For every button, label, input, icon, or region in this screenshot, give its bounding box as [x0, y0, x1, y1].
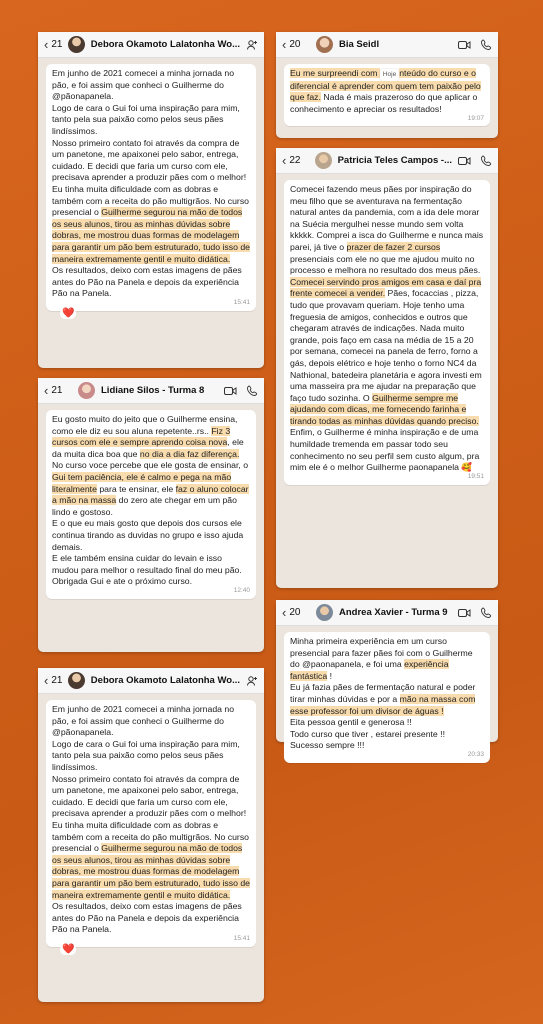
avatar[interactable] — [316, 604, 333, 621]
message-timestamp: 20:33 — [467, 751, 484, 759]
message-bubble[interactable] — [284, 64, 490, 126]
message-text: Os resultados, deixo com estas imagens de pães antes do Pão na Panela e depois da experiência Pão na Panela. — [52, 901, 242, 935]
message-text: , ele da muita dica boa que — [52, 437, 244, 459]
chat-header — [276, 148, 498, 174]
highlighted-text: nteúdo do curso e o diferencial é aprender com quem tem paixão pelo que faz. — [290, 68, 481, 103]
avatar[interactable] — [78, 382, 95, 399]
message-text: presenciais com ele no que me ajudou muito no processo e melhora no resultado dos meus pães. — [290, 253, 481, 276]
avatar[interactable] — [68, 672, 85, 689]
chat-card-patricia — [276, 148, 498, 588]
back-button[interactable] — [282, 154, 311, 167]
message-text: E o que eu mais gosto que depois dos cursos ele continua tirando as duvidas no grupo e isso ajuda demais. — [52, 518, 244, 552]
video-call-icon[interactable] — [458, 608, 471, 618]
avatar[interactable] — [315, 152, 332, 169]
message-timestamp: 15:41 — [233, 935, 250, 943]
avatar[interactable] — [68, 36, 85, 53]
chevron-left-icon: ‹ — [282, 605, 287, 620]
message-text: Nada é mais prazeroso do que aplicar o conhecimento e apreciar os resultados! — [290, 92, 478, 114]
video-call-icon[interactable] — [458, 156, 471, 166]
unread-count: 21 — [51, 675, 63, 686]
highlighted-text: prazer de fazer 2 cursos — [346, 241, 441, 252]
message-bubble[interactable] — [284, 180, 490, 485]
chevron-left-icon: ‹ — [44, 673, 49, 688]
chevron-left-icon: ‹ — [282, 153, 287, 168]
chevron-left-icon: ‹ — [44, 37, 49, 52]
message-timestamp: 15:41 — [233, 299, 250, 307]
highlighted-text: Eu me surpreendi com — [290, 68, 380, 78]
chevron-left-icon: ‹ — [44, 383, 49, 398]
message-bubble[interactable] — [46, 64, 256, 319]
chat-header — [38, 378, 264, 404]
highlighted-text: Guilherme sempre me ajudando com dicas, me fornecendo farinha e tirando todas as minhas dúvidas quando preciso. — [290, 392, 479, 426]
unread-count: 22 — [289, 155, 301, 166]
message-timestamp: 19:51 — [467, 473, 484, 481]
contact-name[interactable]: Bia Seidl — [339, 39, 380, 50]
message-text: Eu tinha muita dificuldade com as dobras e também com a receita do pão multigrãos. No curso presencial o — [52, 183, 250, 218]
message-text: Eita pessoa gentil e generosa !! — [290, 717, 412, 728]
message-text: Logo de cara o Gui foi uma inspiração para mim, tanto pela sua paixão como pelos seus pães lindíssimos. — [52, 738, 240, 772]
phone-call-icon[interactable] — [481, 39, 492, 50]
highlighted-text: Fiz 3 cursos com ele e sempre aprendo coisa nova — [52, 425, 231, 448]
message-text: No curso voce percebe que ele gosta de ensinar, o — [52, 460, 249, 471]
message-text: Eu já fazia pães de fermentação natural e poder tirar minhas dúvidas e por a — [290, 682, 476, 704]
date-divider-badge: Hoje — [380, 69, 399, 81]
highlighted-text: mão na massa com esse professor foi um divisor de águas ! — [290, 693, 476, 716]
contact-name[interactable]: Patricia Teles Campos -... — [337, 155, 452, 166]
contact-name[interactable]: Lidiane Silos - Turma 8 — [101, 385, 205, 396]
message-text: Sucesso sempre !!! — [290, 740, 365, 751]
phone-call-icon[interactable] — [481, 607, 492, 618]
message-text: Enfim, o Guilherme é minha inspiração e de uma humildade tremenda em passar todo seu conhecimento no seu perfil sem custo algum, pra mim ele é o melhor Guilherme paonapanela 🥰 — [290, 427, 480, 473]
chat-card-debora-2 — [38, 668, 264, 1002]
message-bubble[interactable] — [284, 632, 490, 763]
chat-header — [276, 32, 498, 58]
unread-count: 20 — [289, 607, 301, 618]
message-text: Nosso primeiro contato foi através da compra de um panetone, me apaixonei pelo sabor, entrega, cuidado. E decidi que faria um curso com ele, precisava aprender a produzir pães com o melhor! — [52, 137, 247, 183]
add-contact-icon[interactable] — [246, 39, 258, 51]
message-timestamp: 12:40 — [233, 587, 250, 595]
avatar[interactable] — [316, 36, 333, 53]
highlighted-text: experiência fantástica — [290, 659, 449, 681]
message-text: Eu gosto muito do jeito que o Guilherme ensina, como ele diz eu sou aluna repetente..rs.. — [52, 414, 238, 436]
back-button[interactable] — [44, 384, 74, 397]
chat-header — [38, 668, 264, 694]
message-text: para te ensinar, ele — [96, 483, 176, 494]
heart-reaction-icon[interactable]: ❤️ — [62, 307, 75, 319]
message-text: Todo curso que tiver , estarei presente !! — [290, 728, 446, 739]
message-bubble[interactable] — [46, 700, 256, 955]
chat-header — [38, 32, 264, 58]
phone-call-icon[interactable] — [247, 385, 258, 396]
highlighted-text: Comecei servindo pros amigos em casa e daí pra frente comecei a vender. — [290, 276, 482, 299]
highlighted-text: Guilherme segurou na mão de todos os seus alunos, tirou as minhas dúvidas sobre dobras, me mostrou duas formas de modelagem para garantir um pão bem estruturado, tudo isso de maneira extremamente gentil e muito didática. — [52, 843, 250, 900]
back-button[interactable] — [44, 38, 64, 51]
message-text: ! — [327, 670, 333, 681]
message-bubble[interactable] — [46, 410, 256, 599]
highlighted-text: Gui tem paciência, ele é calmo e pega na mão literalmente — [52, 471, 232, 494]
message-text: Logo de cara o Gui foi uma inspiração para mim, tanto pela sua paixão como pelos seus pães lindíssimos. — [52, 102, 240, 136]
contact-name[interactable]: Debora Okamoto Lalatonha Wo... — [90, 675, 240, 686]
video-call-icon[interactable] — [458, 40, 471, 50]
message-text: do zero ate chegar em um pão lindo e gostoso. — [52, 495, 237, 517]
chat-card-lidiane — [38, 378, 264, 652]
back-button[interactable] — [282, 606, 312, 619]
message-timestamp: 19:07 — [467, 114, 484, 122]
message-text: Em junho de 2021 comecei a minha jornada no pão, e foi assim que conheci o Guilherme do @pãonapanela. — [52, 68, 235, 102]
chat-header — [276, 600, 498, 626]
unread-count: 21 — [51, 385, 63, 396]
highlighted-text: faz o aluno colocar a mão na massa — [52, 483, 249, 506]
message-text: Pães, focaccias , pizza, tudo que provavam queriam. Hoje tenho uma freguesia de amigos, conhecidos e outros que chegaram através de indicações. Nada muito grande, pois faço em casa na média de 15 a 20 por semana, comecei na panela de ferro, forno a gás, depois elétrico e hoje tenho o forno NC4 da Nathional, batedeira planetária e agora investi em uma masseira pra me ajudar na preparação que faço tudo sozinha. O — [290, 288, 482, 403]
message-text: Os resultados, deixo com estas imagens de pães antes do Pão na Panela e depois da experiência Pão na Panela. — [52, 265, 242, 299]
chevron-left-icon: ‹ — [282, 37, 287, 52]
message-text: Em junho de 2021 comecei a minha jornada no pão, e foi assim que conheci o Guilherme do @pãonapanela. — [52, 704, 235, 738]
message-text: E ele também ensina cuidar do levain e isso mudou para melhor o resultado final do meu pão. Obrigada Gui e ate o próximo curso. — [52, 553, 242, 587]
add-contact-icon[interactable] — [246, 675, 258, 687]
unread-count: 21 — [51, 39, 63, 50]
chat-card-debora-1 — [38, 32, 264, 368]
message-text: Comecei fazendo meus pães por inspiração do meu filho que se aventurava na fermentação natural antes da pandemia, com a ida dele morar na Suécia mergulhei nesse mundo sem volta kkkkk. Comprei a isca do Guilherme e nunca mais parei, já tive o — [290, 184, 484, 252]
message-text: Nosso primeiro contato foi através da compra de um panetone, me apaixonei pelo sabor, entrega, cuidado. E decidi que faria um curso com ele, precisava aprender a produzir pães com o melhor! — [52, 773, 247, 819]
message-text: Eu tinha muita dificuldade com as dobras e também com a receita do pão multigrãos. No curso presencial o — [52, 819, 250, 854]
chat-card-andrea — [276, 600, 498, 759]
back-button[interactable] — [44, 674, 64, 687]
chat-card-bia — [276, 32, 498, 138]
phone-call-icon[interactable] — [481, 155, 492, 166]
back-button[interactable] — [282, 38, 312, 51]
unread-count: 20 — [289, 39, 301, 50]
highlighted-text: no dia a dia faz diferença. — [139, 448, 240, 459]
contact-name[interactable]: Andrea Xavier - Turma 9 — [339, 607, 448, 618]
highlighted-text: Guilherme segurou na mão de todos os seus alunos, tirou as minhas dúvidas sobre dobras, me mostrou duas formas de modelagem para garantir um pão bem estruturado, tudo isso de maneira extremamente gentil e muito didática. — [52, 207, 250, 264]
heart-reaction-icon[interactable]: ❤️ — [62, 943, 75, 955]
message-text: Minha primeira experiência em um curso presencial para fazer pães foi com o Guilherme do @paonapanela, e foi uma — [290, 636, 473, 670]
video-call-icon[interactable] — [224, 386, 237, 396]
contact-name[interactable]: Debora Okamoto Lalatonha Wo... — [90, 39, 240, 50]
